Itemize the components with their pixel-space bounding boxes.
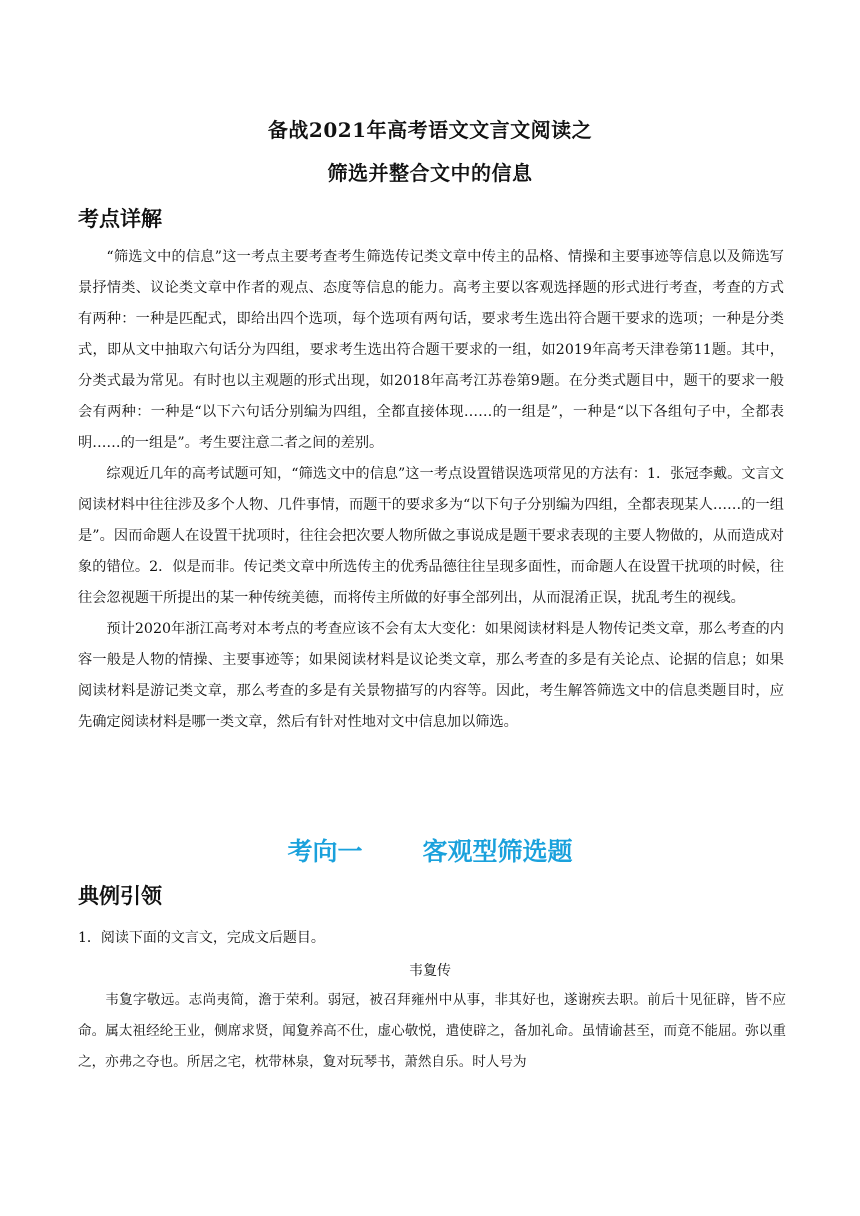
paragraph-3: 预计2020年浙江高考对本考点的考查应该不会有太大变化：如果阅读材料是人物传记类文章，那么考查的内容一般是人物的情操、主要事迹等；如果阅读材料是议论类文章，那么考查的多是有关论点、论据的信息；如果阅读材料是游记类文章，那么考查的多是有关景物描写的内容等。因此，考生解答筛选文中的信息类题目时，应先确定阅读材料是哪一类文章，然后有针对性地对文中信息加以筛选。	[78, 621, 784, 730]
paragraph-1: “筛选文中的信息”这一考点主要考查考生筛选传记类文章中传主的品格、情操和主要事迹等信息以及筛选写景抒情类、议论类文章中作者的观点、态度等信息的能力。高考主要以客观选择题的形式进行考查，考查的方式有两种：一种是匹配式，即给出四个选项，每个选项有两句话，要求考生选出符合题干要求的选项；一种是分类式，即从文中抽取六句话分为四组，要求考生选出符合题干要求的一组，如2019年高考天津卷第11题。其中，分类式最为常见。有时也以主观题的形式出现，如2018年高考江苏卷第9题。在分类式题目中，题干的要求一般会有两种：一种是“以下六句话分别编为四组，全都直接体现……的一组是”，一种是“以下各组句子中，全都表明……的一组是”。考生要注意二者之间的差别。	[78, 249, 784, 451]
accent-heading-topic: 客观型筛选题	[422, 837, 573, 866]
section-heading-examples: 典例引领	[78, 884, 162, 908]
section-heading-key-points: 考点详解	[78, 207, 162, 231]
paragraph-2: 综观近几年的高考试题可知，“筛选文中的信息”这一考点设置错误选项常见的方法有：1．张冠李戴。文言文阅读材料中往往涉及多个人物、几件事情，而题干的要求多为“以下句子分别编为四组，全都表现某人……的一组是”。因而命题人在设置干扰项时，往往会把次要人物所做之事说成是题干要求表现的主要人物做的，从而造成对象的错位。2．似是而非。传记类文章中所选传主的优秀品德往往呈现多面性，而命题人在设置干扰项的时候，往往会忽视题干所提出的某一种传统美德，而将传主所做的好事全部列出，从而混淆正误，扰乱考生的视线。	[78, 466, 784, 606]
key-points-body	[78, 242, 784, 738]
passage-body	[78, 985, 786, 1078]
accent-heading	[0, 832, 860, 868]
accent-heading-label: 考向一	[287, 837, 363, 866]
question-prompt: 1．阅读下面的文言文，完成文后题目。	[78, 930, 325, 946]
document-title-line1: 备战2021年高考语文文言文阅读之	[267, 118, 593, 142]
document-title-line2: 筛选并整合文中的信息	[327, 161, 533, 185]
passage-title: 韦夐传	[409, 963, 451, 979]
passage-paragraph: 韦夐字敬远。志尚夷简，澹于荣利。弱冠，被召拜雍州中从事，非其好也，遂谢疾去职。前后十见征辟，皆不应命。属太祖经纶王业，侧席求贤，闻夐养高不仕，虚心敬悦，遣使辟之，备加礼命。虽情谕甚至，而竟不能屈。弥以重之，亦弗之夺也。所居之宅，枕带林泉，夐对玩琴书，萧然自乐。时人号为	[78, 992, 786, 1070]
